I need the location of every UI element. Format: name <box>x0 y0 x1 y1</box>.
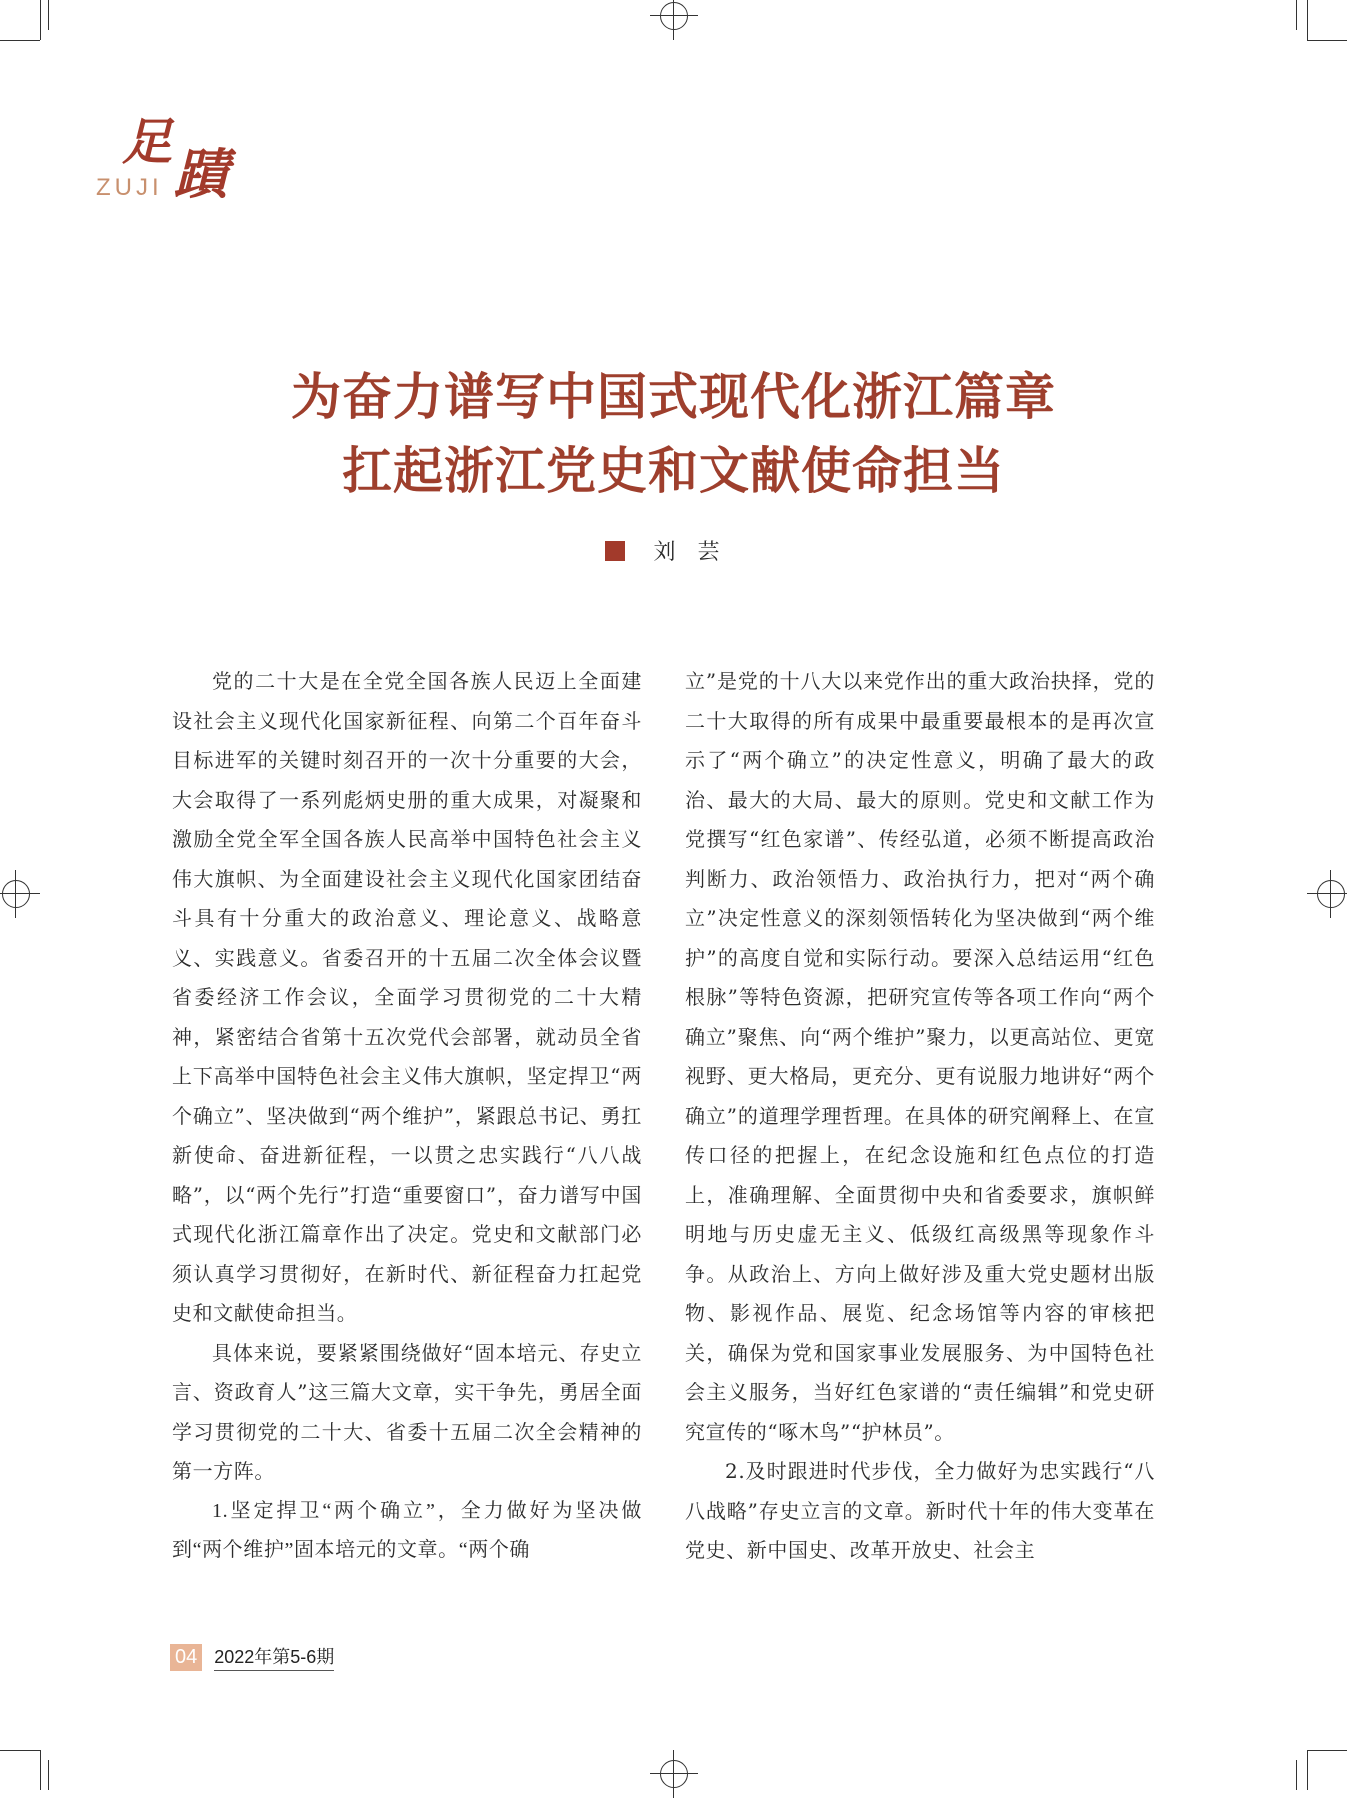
body-column-right <box>685 662 1155 1571</box>
paragraph: 具体来说，要紧紧围绕做好“固本培元、存史立言、资政育人”这三篇大文章，实干争先，勇居全面学习贯彻党的二十大、省委十五届二次全会精神的第一方阵。 <box>172 1340 642 1483</box>
crop-mark-br-h <box>1307 1750 1347 1751</box>
crop-mark-br-v <box>1307 1750 1308 1790</box>
crop-mark-br-v2 <box>1296 1760 1297 1790</box>
crop-mark-bl-v2 <box>48 1760 49 1790</box>
paragraph-heading-1: 1.坚定捍卫“两个确立”，全力做好为坚决做到“两个维护”固本培元的文章。“两个确 <box>172 1499 642 1561</box>
crop-mark-bl-h <box>0 1750 40 1751</box>
title-line-2: 扛起浙江党史和文献使命担当 <box>342 442 1005 500</box>
paragraph: 党的二十大是在全党全国各族人民迈上全面建设社会主义现代化国家新征程、向第二个百年奋斗目标进军的关键时刻召开的一次十分重要的大会，大会取得了一系列彪炳史册的重大成果，对凝聚和激励全党全军全国各族人民高举中国特色社会主义伟大旗帜、为全面建设社会主义现代化国家团结奋斗具有十分重大的政治意义、理论意义、战略意义、实践意义。省委召开的十五届二次全体会议暨省委经济工作会议，全面学习贯彻党的二十大精神，紧密结合省第十五次党代会部署，就动员全省上下高举中国特色社会主义伟大旗帜，坚定捍卫“两个确立”、坚决做到“两个维护”，紧跟总书记、勇扛新使命、奋进新征程，一以贯之忠实践行“八八战略”，以“两个先行”打造“重要窗口”，奋力谱写中国式现代化浙江篇章作出了决定。党史和文献部门必须认真学习贯彻好，在新时代、新征程奋力扛起党史和文献使命担当。 <box>172 669 642 1325</box>
title-line-1: 为奋力谱写中国式现代化浙江篇章 <box>291 368 1056 426</box>
column-brand-logo <box>96 102 236 206</box>
article-title <box>0 360 1347 508</box>
crop-mark-tr-v <box>1307 0 1308 40</box>
registration-mark-bottom <box>660 1760 688 1788</box>
registration-mark-top <box>660 2 688 30</box>
page-number: 04 <box>170 1644 202 1671</box>
registration-mark-left <box>2 880 30 908</box>
body-column-left <box>172 662 642 1571</box>
crop-mark-tl-v2 <box>48 0 49 30</box>
byline <box>0 535 1347 566</box>
byline-square-icon <box>605 541 625 561</box>
registration-mark-right <box>1317 880 1345 908</box>
brand-glyph-ji: 蹟 <box>174 142 228 206</box>
brand-glyph-zu: 足 <box>122 112 172 171</box>
crop-mark-tl-v <box>40 0 41 40</box>
brand-latin: ZUJI <box>96 174 163 201</box>
issue-label: 2022年第5-6期 <box>214 1643 334 1671</box>
crop-mark-tl-h <box>0 40 40 41</box>
crop-mark-tr-h <box>1307 40 1347 41</box>
author-name: 刘芸 <box>653 540 742 565</box>
paragraph: 立”是党的十八大以来党作出的重大政治抉择，党的二十大取得的所有成果中最重要最根本的是再次宣示了“两个确立”的决定性意义，明确了最大的政治、最大的大局、最大的原则。党史和文献工作为党撰写“红色家谱”、传经弘道，必须不断提高政治判断力、政治领悟力、政治执行力，把对“两个确立”决定性意义的深刻领悟转化为坚决做到“两个维护”的高度自觉和实际行动。要深入总结运用“红色根脉”等特色资源，把研究宣传等各项工作向“两个确立”聚焦、向“两个维护”聚力，以更高站位、更宽视野、更大格局，更充分、更有说服力地讲好“两个确立”的道理学理哲理。在具体的研究阐释上、在宣传口径的把握上，在纪念设施和红色点位的打造上，准确理解、全面贯彻中央和省委要求，旗帜鲜明地与历史虚无主义、低级红高级黑等现象作斗争。从政治上、方向上做好涉及重大党史题材出版物、影视作品、展览、纪念场馆等内容的审核把关，确保为党和国家事业发展服务、为中国特色社会主义服务，当好红色家谱的“责任编辑”和党史研究宣传的“啄木鸟”“护林员”。 <box>685 669 1155 1444</box>
crop-mark-tr-v2 <box>1296 0 1297 30</box>
paragraph-heading-2: 2.及时跟进时代步伐，全力做好为忠实践行“八八战略”存史立言的文章。新时代十年的伟大变革在党史、新中国史、改革开放史、社会主 <box>685 1459 1155 1562</box>
crop-mark-bl-v <box>40 1750 41 1790</box>
page-footer <box>170 1643 334 1671</box>
